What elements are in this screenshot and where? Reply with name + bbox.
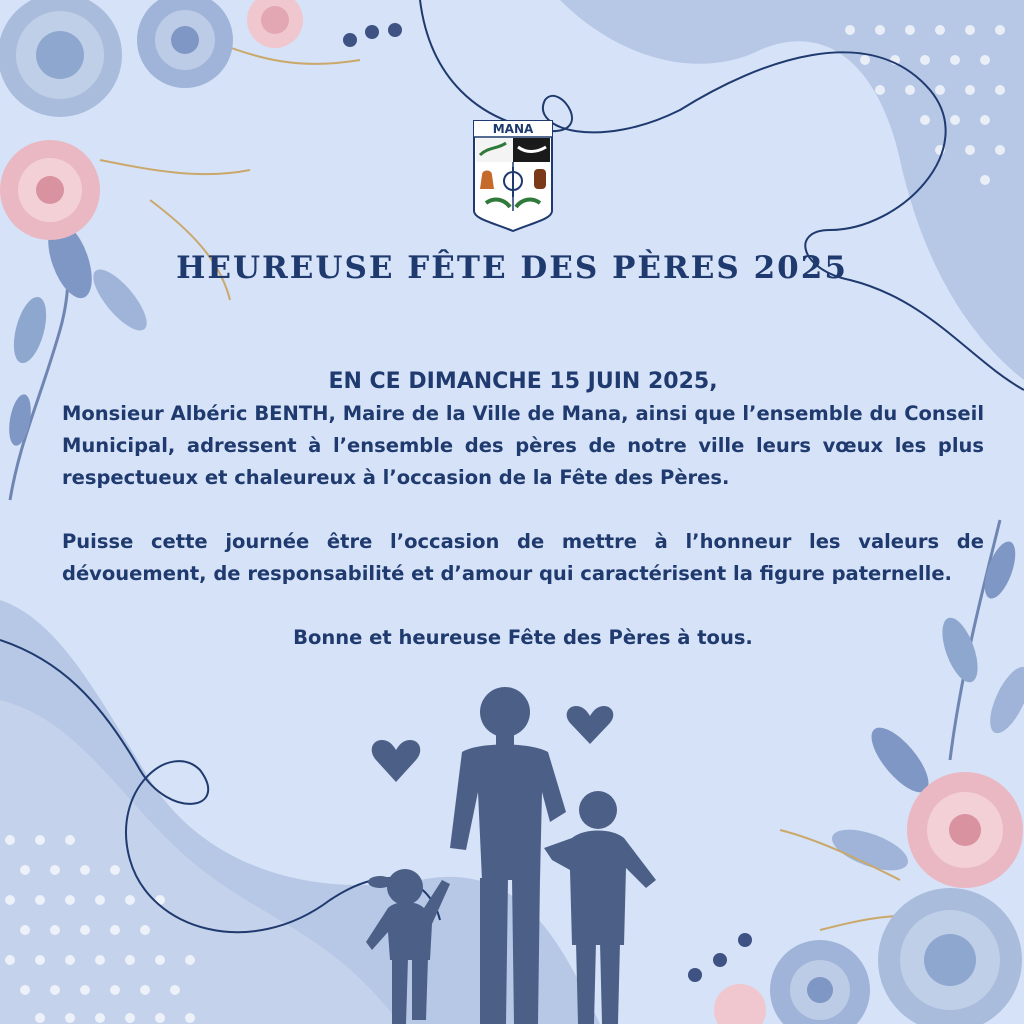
crest-icon	[472, 119, 554, 233]
page-title: HEUREUSE FÊTE DES PÈRES 2025	[176, 250, 848, 286]
heart-icon	[567, 706, 614, 744]
crest-label: MANA	[492, 122, 534, 136]
date-line: EN CE DIMANCHE 15 JUIN 2025,	[328, 369, 718, 394]
paragraph-1: Monsieur Albéric BENTH, Maire de la Ville de Mana, ainsi que l’ensemble du Conseil Municipal, adressent à l’ensemble des pères de notre ville leurs vœux les plus respectueux et chaleureux à l’occasion de la Fête des Pères.	[62, 402, 984, 489]
paragraph-2: Puisse cette journée être l’occasion de mettre à l’honneur les valeurs de dévouement, de responsabilité et d’amour qui caractérisent la figure paternelle.	[62, 530, 984, 585]
closing-line: Bonne et heureuse Fête des Pères à tous.	[293, 626, 753, 649]
message-body	[62, 366, 984, 654]
heart-icon	[372, 740, 421, 782]
